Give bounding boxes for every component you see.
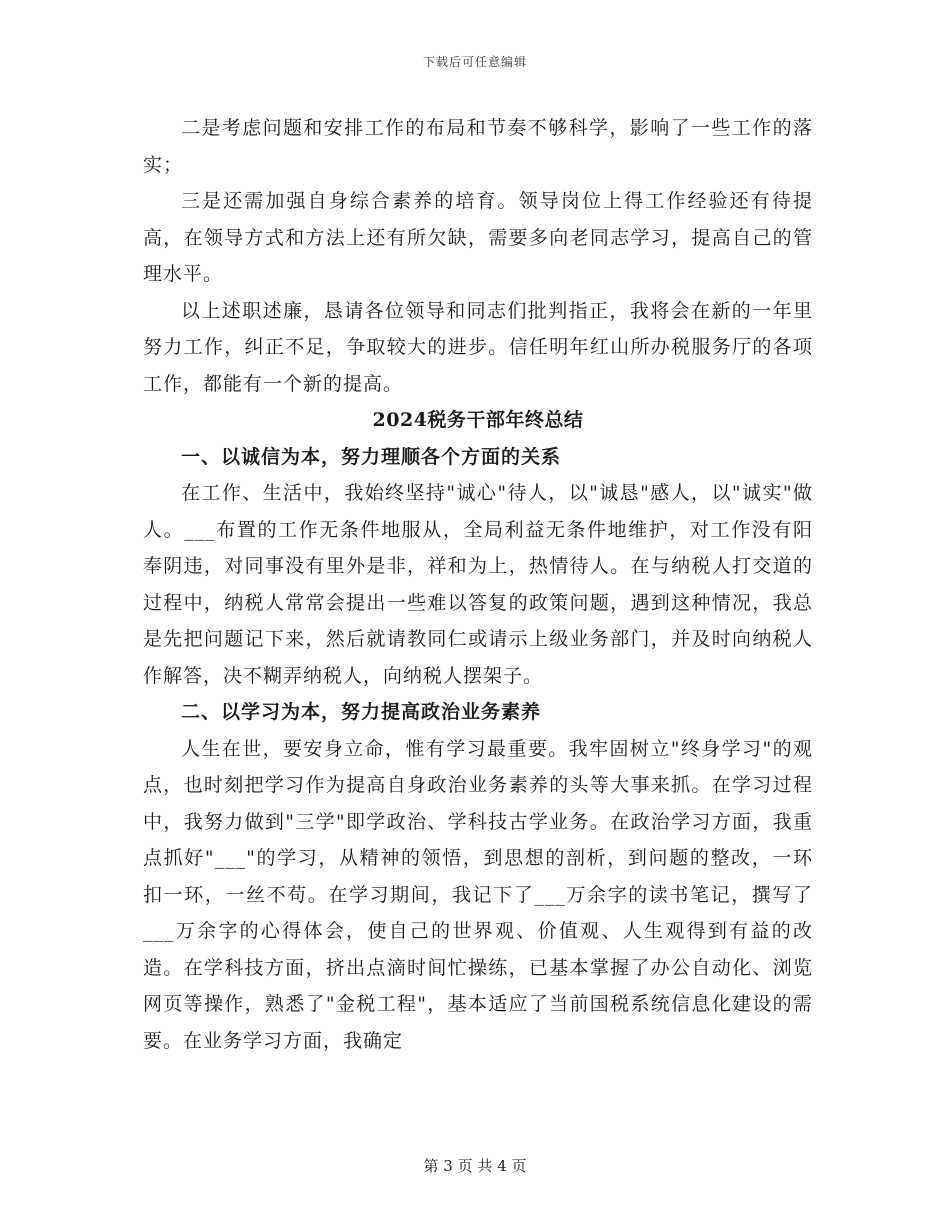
paragraph-shortcoming-3: 三是还需加强自身综合素养的培育。领导岗位上得工作经验还有待提高，在领导方式和方法上还有所欠缺，需要多向老同志学习，提高自己的管理水平。 (143, 190, 813, 285)
paragraph-shortcoming-2: 二是考虑问题和安排工作的布局和节奏不够科学，影响了一些工作的落实； (143, 117, 813, 176)
paragraph-learning: 人生在世，要安身立命，惟有学习最重要。我牢固树立"终身学习"的观点，也时刻把学习作为提高自身政治业务素养的头等大事来抓。在学习过程中，我努力做到"三学"即学政治、学科技古学业务。在政治学习方面，我重点抓好"___"的学习，从精神的领悟，到思想的剖析，到问题的整改，一环扣一环，一丝不苟。在学习期间，我记下了___万余字的读书笔记，撰写了___万余字的心得体会，使自己的世界观、价值观、人生观得到有益的改造。在学科技方面，挤出点滴时间忙操练，已基本掌握了办公自动化、浏览网页等操作，熟悉了"金税工程"，基本适应了当前国税系统信息化建设的需要。在业务学习方面，我确定 (143, 737, 813, 1052)
section-heading-integrity: 一、以诚信为本，努力理顺各个方面的关系 (181, 445, 562, 468)
paragraph-closing: 以上述职述廉，恳请各位领导和同志们批判指正，我将会在新的一年里努力工作，纠正不足，争取较大的进步。信任明年红山所办税服务厅的各项工作，都能有一个新的提高。 (143, 299, 813, 395)
document-body (143, 110, 813, 1059)
section-heading-learning: 二、以学习为本，努力提高政治业务素养 (181, 701, 542, 723)
page-number: 第 3 页 共 4 页 (423, 1157, 527, 1175)
document-title: 2024税务干部年终总结 (372, 409, 584, 431)
page-header-note: 下载后可任意编辑 (422, 55, 527, 69)
paragraph-integrity: 在工作、生活中，我始终坚持"诚心"待人，以"诚恳"感人，以"诚实"做人。___布置的工作无条件地服从，全局利益无条件地维护，对工作没有阳奉阴违，对同事没有里外是非，祥和为上，热情待人。在与纳税人打交道的过程中，纳税人常常会提出一些难以答复的政策问题，遇到这种情况，我总是先把问题记下来，然后就请教同仁或请示上级业务部门，并及时向纳税人作解答，决不糊弄纳税人，向纳税人摆架子。 (143, 482, 813, 687)
